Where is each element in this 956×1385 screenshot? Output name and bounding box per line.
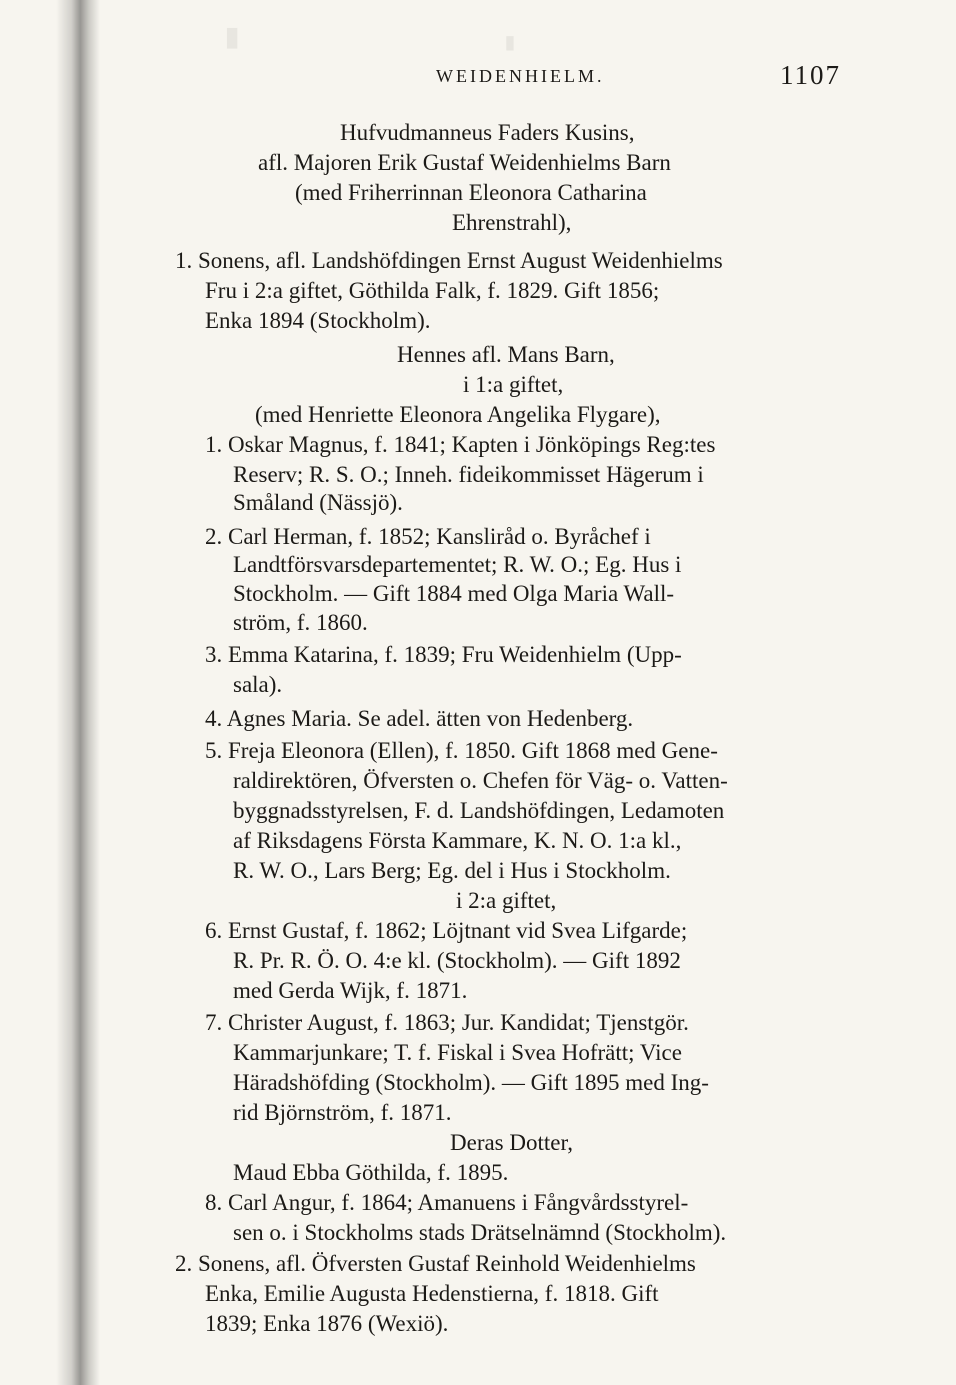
text-line: Ehrenstrahl),: [452, 210, 572, 235]
text-line: af Riksdagens Första Kammare, K. N. O. 1:a kl.,: [233, 828, 682, 853]
text-line: 2. Carl Herman, f. 1852; Kansliråd o. Byråchef i: [205, 524, 651, 549]
text-line: 1. Sonens, afl. Landshöfdingen Ernst August Weidenhielms: [175, 248, 723, 273]
text-line: 1839; Enka 1876 (Wexiö).: [205, 1311, 449, 1336]
text-line: 7. Christer August, f. 1863; Jur. Kandidat; Tjenstgör.: [205, 1010, 689, 1035]
text-line: Hennes afl. Mans Barn,: [397, 342, 615, 367]
text-line: rid Björnström, f. 1871.: [233, 1100, 452, 1125]
bleed-through-ghost-text: ▮: [505, 32, 515, 52]
text-line: 4. Agnes Maria. Se adel. ätten von Hedenberg.: [205, 706, 634, 731]
text-line: Fru i 2:a giftet, Göthilda Falk, f. 1829. Gift 1856;: [205, 278, 660, 303]
text-line: 8. Carl Angur, f. 1864; Amanuens i Fångvårdsstyrel-: [205, 1190, 689, 1215]
text-line: Häradshöfding (Stockholm). — Gift 1895 med Ing-: [233, 1070, 709, 1095]
text-line: Enka, Emilie Augusta Hedenstierna, f. 1818. Gift: [205, 1281, 659, 1306]
text-line: 5. Freja Eleonora (Ellen), f. 1850. Gift 1868 med Gene-: [205, 738, 718, 763]
text-line: Landtförsvarsdepartementet; R. W. O.; Eg. Hus i: [233, 552, 682, 577]
text-line: med Gerda Wijk, f. 1871.: [233, 978, 468, 1003]
text-line: (med Friherrinnan Eleonora Catharina: [295, 180, 647, 205]
running-title: WEIDENHIELM.: [436, 66, 605, 86]
text-line: Maud Ebba Göthilda, f. 1895.: [233, 1160, 509, 1185]
text-line: byggnadsstyrelsen, F. d. Landshöfdingen, Ledamoten: [233, 798, 725, 823]
text-line: 2. Sonens, afl. Öfversten Gustaf Reinhold Weidenhielms: [175, 1251, 696, 1276]
text-line: Stockholm. — Gift 1884 med Olga Maria Wall-: [233, 581, 675, 606]
text-line: Deras Dotter,: [450, 1130, 573, 1155]
text-line: Kammarjunkare; T. f. Fiskal i Svea Hofrätt; Vice: [233, 1040, 682, 1065]
text-line: i 2:a giftet,: [456, 888, 557, 913]
text-line: Småland (Nässjö).: [233, 490, 403, 515]
text-line: ström, f. 1860.: [233, 610, 368, 635]
text-line: Reserv; R. S. O.; Inneh. fideikommisset Hägerum i: [233, 462, 704, 487]
text-line: Hufvudmanneus Faders Kusins,: [340, 120, 635, 145]
text-line: sen o. i Stockholms stads Drätselnämnd (Stockholm).: [233, 1220, 727, 1245]
text-line: raldirektören, Öfversten o. Chefen för Väg- o. Vatten-: [233, 768, 728, 793]
text-line: (med Henriette Eleonora Angelika Flygare),: [255, 402, 661, 427]
book-binding-shadow: [56, 0, 100, 1385]
page-header: [0, 60, 956, 92]
text-line: R. W. O., Lars Berg; Eg. del i Hus i Stockholm.: [233, 858, 671, 883]
text-line: 6. Ernst Gustaf, f. 1862; Löjtnant vid Svea Lifgarde;: [205, 918, 688, 943]
text-line: Enka 1894 (Stockholm).: [205, 308, 431, 333]
text-line: R. Pr. R. Ö. O. 4:e kl. (Stockholm). — Gift 1892: [233, 948, 681, 973]
text-line: 1. Oskar Magnus, f. 1841; Kapten i Jönköpings Reg:tes: [205, 432, 716, 457]
bleed-through-ghost-text: ▮: [225, 22, 240, 51]
page-number: 1107: [780, 60, 841, 90]
text-line: sala).: [233, 672, 283, 697]
text-line: i 1:a giftet,: [463, 372, 564, 397]
text-line: afl. Majoren Erik Gustaf Weidenhielms Barn: [258, 150, 671, 175]
text-line: 3. Emma Katarina, f. 1839; Fru Weidenhielm (Upp-: [205, 642, 682, 667]
